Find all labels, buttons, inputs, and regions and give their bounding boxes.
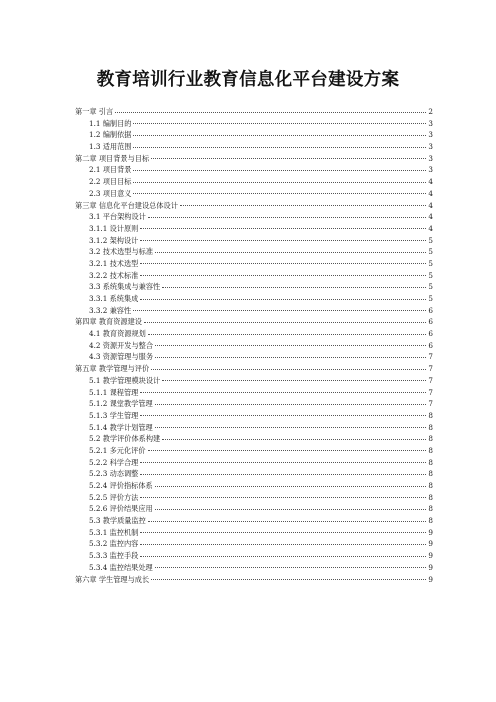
toc-entry[interactable] xyxy=(75,305,433,317)
toc-entry[interactable] xyxy=(75,258,433,270)
toc-entry-page-number: 3 xyxy=(428,130,433,140)
toc-entry[interactable] xyxy=(75,550,433,562)
toc-entry-page-number: 2 xyxy=(428,107,433,116)
toc-dot-leader xyxy=(140,532,426,533)
toc-entry-page-number: 4 xyxy=(428,177,433,187)
toc-entry[interactable] xyxy=(75,211,433,223)
toc-dot-leader xyxy=(140,392,426,393)
toc-entry-page-number: 6 xyxy=(428,340,433,350)
toc-entry[interactable] xyxy=(75,164,433,176)
toc-entry-page-number: 4 xyxy=(428,212,433,222)
toc-entry[interactable] xyxy=(75,445,433,457)
toc-entry-label: 第四章 教育资源建设 xyxy=(75,317,142,327)
toc-dot-leader xyxy=(140,544,426,545)
toc-dot-leader xyxy=(115,112,426,113)
toc-dot-leader xyxy=(162,380,426,381)
toc-entry-label: 2.3 项目意义 xyxy=(89,188,132,198)
toc-entry[interactable] xyxy=(75,235,433,247)
toc-entry-label: 1.1 编制目的 xyxy=(89,118,132,128)
toc-entry[interactable] xyxy=(75,351,433,363)
toc-dot-leader xyxy=(133,170,426,171)
toc-entry-page-number: 8 xyxy=(428,481,433,490)
toc-entry[interactable] xyxy=(75,223,433,235)
toc-entry[interactable] xyxy=(75,527,433,539)
toc-entry[interactable] xyxy=(75,246,433,258)
document-title: 教育培训行业教育信息化平台建设方案 xyxy=(96,70,400,90)
toc-entry-label: 3.3.1 系统集成 xyxy=(89,294,139,303)
toc-entry-label: 4.3 资源管理与服务 xyxy=(89,352,154,362)
toc-entry[interactable] xyxy=(75,410,433,422)
toc-dot-leader xyxy=(148,217,427,218)
toc-dot-leader xyxy=(133,135,426,136)
toc-dot-leader xyxy=(162,287,426,288)
toc-dot-leader xyxy=(148,334,427,335)
toc-entry[interactable] xyxy=(75,270,433,282)
toc-entry[interactable] xyxy=(75,468,433,480)
toc-entry-page-number: 4 xyxy=(428,223,433,233)
toc-dot-leader xyxy=(144,322,426,323)
toc-dot-leader xyxy=(155,357,426,358)
toc-entry-page-number: 9 xyxy=(428,539,433,549)
toc-entry-label: 1.3 适用范围 xyxy=(89,142,132,152)
toc-entry-label: 5.2.4 评价指标体系 xyxy=(89,481,153,490)
toc-entry-page-number: 7 xyxy=(428,375,433,385)
toc-dot-leader xyxy=(140,415,426,416)
toc-entry-page-number: 7 xyxy=(428,387,433,397)
toc-entry-page-number: 3 xyxy=(428,142,433,152)
toc-entry[interactable] xyxy=(75,106,433,118)
toc-entry-page-number: 3 xyxy=(428,165,433,175)
toc-dot-leader xyxy=(155,427,427,428)
toc-entry-label: 2.1 项目背景 xyxy=(89,165,132,175)
toc-entry[interactable] xyxy=(75,200,433,212)
toc-entry-page-number: 5 xyxy=(428,282,433,292)
toc-dot-leader xyxy=(140,556,426,557)
toc-entry[interactable] xyxy=(75,422,433,434)
toc-entry-label: 3.2.2 技术标准 xyxy=(89,270,139,280)
toc-entry-page-number: 5 xyxy=(428,294,433,303)
toc-dot-leader xyxy=(155,404,427,405)
toc-dot-leader xyxy=(151,369,426,370)
toc-entry-label: 4.2 资源开发与整合 xyxy=(89,340,154,350)
toc-entry-page-number: 5 xyxy=(428,235,433,245)
toc-entry-page-number: 5 xyxy=(428,258,433,268)
toc-entry[interactable] xyxy=(75,293,433,305)
toc-dot-leader xyxy=(155,567,427,568)
toc-entry-label: 5.2 教学评价体系构建 xyxy=(89,434,161,444)
toc-entry-label: 5.2.5 评价方法 xyxy=(89,492,139,502)
toc-entry-page-number: 7 xyxy=(428,352,433,362)
toc-entry[interactable] xyxy=(75,387,433,399)
toc-entry-page-number: 8 xyxy=(428,516,433,526)
toc-dot-leader xyxy=(180,205,427,206)
toc-entry[interactable] xyxy=(75,153,433,165)
toc-entry[interactable] xyxy=(75,118,433,130)
toc-dot-leader xyxy=(155,345,426,346)
toc-entry-label: 第三章 信息化平台建设总体设计 xyxy=(75,200,178,210)
toc-entry-page-number: 6 xyxy=(428,329,433,339)
toc-entry[interactable] xyxy=(75,375,433,387)
toc-entry[interactable] xyxy=(75,457,433,469)
toc-entry-label: 5.2.6 评价结果应用 xyxy=(89,504,153,514)
toc-entry-label: 5.3.4 监控结果处理 xyxy=(89,562,153,572)
toc-entry-page-number: 4 xyxy=(428,200,433,210)
toc-entry[interactable] xyxy=(75,281,433,293)
toc-dot-leader xyxy=(151,158,426,159)
toc-dot-leader xyxy=(140,240,426,241)
toc-entry-page-number: 8 xyxy=(428,457,433,467)
toc-entry-page-number: 9 xyxy=(428,527,433,537)
toc-dot-leader xyxy=(155,252,426,253)
toc-entry-label: 1.2 编制依据 xyxy=(89,130,132,140)
toc-entry[interactable] xyxy=(75,363,433,375)
toc-dot-leader xyxy=(148,450,427,451)
toc-entry-page-number: 8 xyxy=(428,504,433,514)
toc-entry[interactable] xyxy=(75,340,433,352)
toc-entry-page-number: 8 xyxy=(428,434,433,444)
toc-dot-leader xyxy=(140,474,426,475)
toc-entry-label: 5.2.3 动态调整 xyxy=(89,469,139,479)
toc-dot-leader xyxy=(133,193,426,194)
toc-entry-page-number: 8 xyxy=(428,422,433,432)
toc-entry[interactable] xyxy=(75,574,433,586)
toc-entry-label: 5.1 教学管理模块设计 xyxy=(89,375,161,385)
toc-entry-label: 第一章 引言 xyxy=(75,107,114,116)
toc-dot-leader xyxy=(140,275,426,276)
toc-entry-label: 3.3 系统集成与兼容性 xyxy=(89,282,161,292)
toc-entry-label: 第五章 教学管理与评价 xyxy=(75,364,150,374)
toc-entry-label: 5.2.2 科学合理 xyxy=(89,457,139,467)
toc-entry-page-number: 8 xyxy=(428,492,433,502)
toc-entry-page-number: 6 xyxy=(428,305,433,315)
toc-entry-label: 5.3.1 监控机制 xyxy=(89,527,139,537)
toc-entry-label: 3.1 平台架构设计 xyxy=(89,212,146,222)
toc-entry[interactable] xyxy=(75,433,433,445)
toc-entry-label: 3.3.2 兼容性 xyxy=(89,305,132,315)
toc-entry[interactable] xyxy=(75,492,433,504)
toc-entry-label: 5.1.1 课程管理 xyxy=(89,387,139,397)
toc-dot-leader xyxy=(140,497,426,498)
toc-entry-page-number: 4 xyxy=(428,188,433,198)
toc-entry[interactable] xyxy=(75,398,433,410)
toc-entry-label: 3.1.1 设计原则 xyxy=(89,223,139,233)
toc-dot-leader xyxy=(140,462,426,463)
toc-entry-label: 第二章 项目背景与目标 xyxy=(75,153,150,163)
toc-entry[interactable] xyxy=(75,538,433,550)
toc-dot-leader xyxy=(133,310,426,311)
toc-entry-page-number: 3 xyxy=(428,153,433,163)
toc-dot-leader xyxy=(140,263,426,264)
toc-dot-leader xyxy=(140,299,426,300)
toc-entry-label: 3.2 技术选型与标准 xyxy=(89,247,154,257)
toc-entry[interactable] xyxy=(75,562,433,574)
toc-dot-leader xyxy=(162,439,426,440)
toc-entry-page-number: 5 xyxy=(428,270,433,280)
toc-entry[interactable] xyxy=(75,503,433,515)
toc-dot-leader xyxy=(133,147,426,148)
toc-entry-page-number: 8 xyxy=(428,410,433,420)
toc-entry-page-number: 8 xyxy=(428,445,433,455)
toc-dot-leader xyxy=(151,579,426,580)
toc-entry-label: 5.3 教学质量监控 xyxy=(89,516,146,526)
toc-dot-leader xyxy=(140,228,426,229)
toc-entry-page-number: 7 xyxy=(428,399,433,409)
toc-entry-label: 2.2 项目目标 xyxy=(89,177,132,187)
toc-entry-page-number: 5 xyxy=(428,247,433,257)
toc-entry[interactable] xyxy=(75,316,433,328)
toc-entry[interactable] xyxy=(75,328,433,340)
toc-entry[interactable] xyxy=(75,188,433,200)
toc-entry-label: 5.1.4 教学计划管理 xyxy=(89,422,153,432)
toc-entry-page-number: 9 xyxy=(428,574,433,584)
toc-entry[interactable] xyxy=(75,176,433,188)
toc-entry-page-number: 3 xyxy=(428,118,433,128)
toc-entry[interactable] xyxy=(75,141,433,153)
toc-dot-leader xyxy=(148,521,427,522)
toc-entry[interactable] xyxy=(75,515,433,527)
toc-entry-label: 5.2.1 多元化评价 xyxy=(89,445,146,455)
toc-entry[interactable] xyxy=(75,129,433,141)
toc-entry-label: 4.1 教育资源规划 xyxy=(89,329,146,339)
toc-dot-leader xyxy=(133,123,426,124)
toc-entry-label: 5.1.3 学生管理 xyxy=(89,410,139,420)
toc-entry-page-number: 6 xyxy=(428,317,433,327)
toc-dot-leader xyxy=(133,182,426,183)
toc-entry-label: 3.1.2 架构设计 xyxy=(89,235,139,245)
toc-entry-page-number: 8 xyxy=(428,469,433,479)
toc-entry-page-number: 9 xyxy=(428,551,433,561)
toc-entry-page-number: 9 xyxy=(428,562,433,572)
toc-entry-label: 3.2.1 技术选型 xyxy=(89,258,139,268)
table-of-contents xyxy=(75,106,433,585)
toc-dot-leader xyxy=(155,486,427,487)
toc-entry-page-number: 7 xyxy=(428,364,433,374)
toc-entry[interactable] xyxy=(75,480,433,492)
toc-dot-leader xyxy=(155,509,427,510)
toc-entry-label: 第六章 学生管理与成长 xyxy=(75,574,150,584)
toc-entry-label: 5.3.3 监控手段 xyxy=(89,551,139,561)
toc-entry-label: 5.3.2 监控内容 xyxy=(89,539,139,549)
toc-entry-label: 5.1.2 课堂教学管理 xyxy=(89,399,153,409)
